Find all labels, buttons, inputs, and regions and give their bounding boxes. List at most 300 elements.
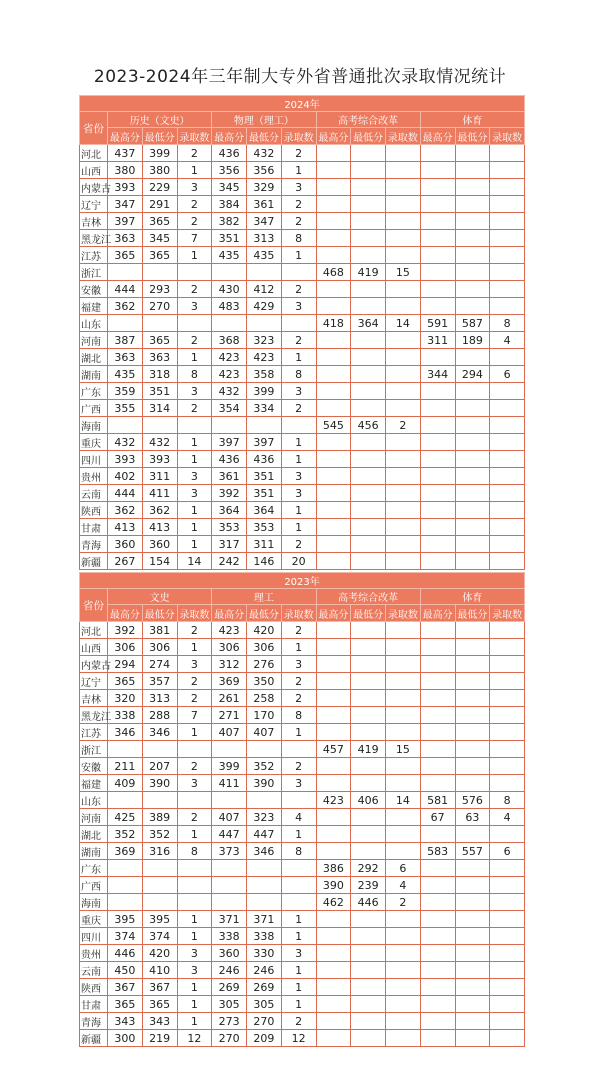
- value-cell: [420, 281, 455, 298]
- province-cell: 安徽: [80, 758, 108, 775]
- value-cell: [316, 553, 351, 570]
- value-cell: 1: [281, 979, 316, 996]
- value-cell: [455, 894, 490, 911]
- value-cell: [490, 707, 525, 724]
- value-cell: 4: [490, 809, 525, 826]
- value-cell: 334: [247, 400, 282, 417]
- value-cell: 3: [281, 945, 316, 962]
- value-cell: [455, 264, 490, 281]
- value-cell: 347: [108, 196, 143, 213]
- table-row: [80, 945, 525, 962]
- value-cell: 365: [108, 247, 143, 264]
- group-header: 历史（文史）: [108, 112, 212, 128]
- value-cell: 358: [247, 366, 282, 383]
- value-cell: [490, 383, 525, 400]
- value-cell: 3: [177, 962, 212, 979]
- province-cell: 四川: [80, 928, 108, 945]
- value-cell: [108, 315, 143, 332]
- value-cell: [420, 485, 455, 502]
- value-cell: 2: [281, 1013, 316, 1030]
- sub-header: 录取数: [490, 128, 525, 145]
- value-cell: [455, 996, 490, 1013]
- value-cell: 393: [142, 451, 177, 468]
- value-cell: [316, 213, 351, 230]
- table-row: [80, 656, 525, 673]
- value-cell: 3: [177, 945, 212, 962]
- value-cell: [212, 860, 247, 877]
- table-row: [80, 281, 525, 298]
- value-cell: 437: [108, 145, 143, 162]
- value-cell: [386, 247, 421, 264]
- value-cell: 419: [351, 741, 386, 758]
- value-cell: [490, 639, 525, 656]
- value-cell: 413: [108, 519, 143, 536]
- value-cell: 239: [351, 877, 386, 894]
- value-cell: 6: [490, 843, 525, 860]
- value-cell: [420, 996, 455, 1013]
- value-cell: 271: [212, 707, 247, 724]
- value-cell: [316, 758, 351, 775]
- value-cell: 468: [316, 264, 351, 281]
- value-cell: [420, 962, 455, 979]
- value-cell: 1: [281, 451, 316, 468]
- value-cell: 207: [142, 758, 177, 775]
- value-cell: 420: [247, 622, 282, 639]
- province-cell: 湖北: [80, 826, 108, 843]
- table-row: [80, 553, 525, 570]
- value-cell: [386, 945, 421, 962]
- value-cell: [420, 1013, 455, 1030]
- value-cell: 386: [316, 860, 351, 877]
- value-cell: [490, 434, 525, 451]
- value-cell: [212, 417, 247, 434]
- value-cell: [455, 502, 490, 519]
- value-cell: [420, 434, 455, 451]
- value-cell: 3: [281, 298, 316, 315]
- value-cell: 229: [142, 179, 177, 196]
- value-cell: [386, 911, 421, 928]
- value-cell: [420, 179, 455, 196]
- value-cell: [490, 622, 525, 639]
- value-cell: [455, 468, 490, 485]
- value-cell: 384: [212, 196, 247, 213]
- value-cell: 8: [177, 843, 212, 860]
- value-cell: [212, 894, 247, 911]
- value-cell: 393: [108, 179, 143, 196]
- province-cell: 河北: [80, 622, 108, 639]
- value-cell: [316, 519, 351, 536]
- group-header: 高考综合改革: [316, 589, 420, 605]
- value-cell: [351, 843, 386, 860]
- value-cell: [420, 656, 455, 673]
- value-cell: 410: [142, 962, 177, 979]
- value-cell: 8: [281, 366, 316, 383]
- group-header: 理工: [212, 589, 316, 605]
- value-cell: [420, 877, 455, 894]
- value-cell: 446: [351, 894, 386, 911]
- page-title: 2023-2024年三年制大专外省普通批次录取情况统计: [93, 67, 507, 87]
- sub-header: 最高分: [108, 605, 143, 622]
- sub-header: 最低分: [455, 128, 490, 145]
- value-cell: 291: [142, 196, 177, 213]
- value-cell: 352: [247, 758, 282, 775]
- value-cell: [316, 196, 351, 213]
- table-row: [80, 502, 525, 519]
- value-cell: [316, 145, 351, 162]
- value-cell: 587: [455, 315, 490, 332]
- value-cell: 374: [108, 928, 143, 945]
- value-cell: [490, 775, 525, 792]
- value-cell: [386, 673, 421, 690]
- value-cell: 392: [212, 485, 247, 502]
- value-cell: [316, 162, 351, 179]
- province-cell: 湖北: [80, 349, 108, 366]
- value-cell: 1: [281, 911, 316, 928]
- value-cell: 344: [420, 366, 455, 383]
- province-cell: 四川: [80, 451, 108, 468]
- value-cell: 2: [281, 690, 316, 707]
- value-cell: [455, 281, 490, 298]
- value-cell: 423: [212, 349, 247, 366]
- value-cell: 2: [177, 690, 212, 707]
- value-cell: [490, 724, 525, 741]
- province-cell: 陕西: [80, 979, 108, 996]
- value-cell: 2: [177, 213, 212, 230]
- value-cell: 435: [108, 366, 143, 383]
- value-cell: 329: [247, 179, 282, 196]
- value-cell: 364: [247, 502, 282, 519]
- value-cell: [420, 213, 455, 230]
- value-cell: [455, 298, 490, 315]
- value-cell: 15: [386, 741, 421, 758]
- table-row: [80, 264, 525, 281]
- value-cell: [177, 860, 212, 877]
- value-cell: 432: [108, 434, 143, 451]
- value-cell: 306: [142, 639, 177, 656]
- value-cell: [316, 673, 351, 690]
- value-cell: [455, 179, 490, 196]
- value-cell: 380: [142, 162, 177, 179]
- value-cell: [490, 877, 525, 894]
- value-cell: [420, 928, 455, 945]
- value-cell: 1: [281, 162, 316, 179]
- province-cell: 广西: [80, 877, 108, 894]
- table-row: [80, 247, 525, 264]
- province-cell: 云南: [80, 485, 108, 502]
- table-row: [80, 349, 525, 366]
- value-cell: [177, 741, 212, 758]
- value-cell: [351, 519, 386, 536]
- province-cell: 云南: [80, 962, 108, 979]
- value-cell: [247, 264, 282, 281]
- value-cell: [490, 230, 525, 247]
- value-cell: [455, 434, 490, 451]
- value-cell: [351, 945, 386, 962]
- value-cell: [177, 792, 212, 809]
- table-row: [80, 877, 525, 894]
- value-cell: [490, 502, 525, 519]
- value-cell: [420, 741, 455, 758]
- value-cell: 389: [142, 809, 177, 826]
- value-cell: 2: [177, 400, 212, 417]
- value-cell: 411: [212, 775, 247, 792]
- value-cell: [386, 1030, 421, 1047]
- value-cell: [455, 928, 490, 945]
- value-cell: [386, 451, 421, 468]
- value-cell: 407: [212, 809, 247, 826]
- value-cell: 382: [212, 213, 247, 230]
- sub-header: 最高分: [212, 605, 247, 622]
- value-cell: [316, 724, 351, 741]
- province-cell: 青海: [80, 536, 108, 553]
- value-cell: 246: [212, 962, 247, 979]
- value-cell: [490, 179, 525, 196]
- table-row: [80, 775, 525, 792]
- value-cell: 292: [351, 860, 386, 877]
- value-cell: [386, 162, 421, 179]
- value-cell: [351, 673, 386, 690]
- value-cell: 373: [212, 843, 247, 860]
- value-cell: 435: [247, 247, 282, 264]
- sub-header: 录取数: [281, 128, 316, 145]
- value-cell: 387: [108, 332, 143, 349]
- value-cell: [316, 928, 351, 945]
- value-cell: 357: [142, 673, 177, 690]
- value-cell: [420, 502, 455, 519]
- table-row: [80, 230, 525, 247]
- value-cell: [316, 366, 351, 383]
- value-cell: [386, 656, 421, 673]
- value-cell: [386, 332, 421, 349]
- value-cell: [351, 213, 386, 230]
- sub-header: 最高分: [420, 128, 455, 145]
- value-cell: 2: [177, 281, 212, 298]
- value-cell: [490, 1030, 525, 1047]
- value-cell: 2: [386, 417, 421, 434]
- value-cell: 242: [212, 553, 247, 570]
- value-cell: 371: [212, 911, 247, 928]
- value-cell: 1: [177, 434, 212, 451]
- value-cell: 274: [142, 656, 177, 673]
- value-cell: [142, 860, 177, 877]
- table-row: [80, 758, 525, 775]
- province-cell: 吉林: [80, 213, 108, 230]
- value-cell: [316, 434, 351, 451]
- value-cell: [420, 979, 455, 996]
- value-cell: [247, 792, 282, 809]
- value-cell: [351, 179, 386, 196]
- value-cell: 557: [455, 843, 490, 860]
- value-cell: [177, 315, 212, 332]
- value-cell: 312: [212, 656, 247, 673]
- value-cell: 345: [142, 230, 177, 247]
- value-cell: [455, 247, 490, 264]
- value-cell: 311: [420, 332, 455, 349]
- value-cell: [420, 911, 455, 928]
- value-cell: [316, 945, 351, 962]
- province-cell: 浙江: [80, 264, 108, 281]
- value-cell: [316, 179, 351, 196]
- value-cell: [351, 468, 386, 485]
- value-cell: [316, 962, 351, 979]
- value-cell: [386, 145, 421, 162]
- value-cell: [386, 758, 421, 775]
- value-cell: [386, 639, 421, 656]
- value-cell: [420, 162, 455, 179]
- sub-header: 录取数: [490, 605, 525, 622]
- value-cell: 269: [212, 979, 247, 996]
- value-cell: [490, 894, 525, 911]
- value-cell: [490, 962, 525, 979]
- value-cell: [420, 894, 455, 911]
- value-cell: 352: [108, 826, 143, 843]
- value-cell: 390: [247, 775, 282, 792]
- value-cell: 399: [142, 145, 177, 162]
- value-cell: 209: [247, 1030, 282, 1047]
- value-cell: 447: [247, 826, 282, 843]
- value-cell: [490, 145, 525, 162]
- group-header: 体育: [420, 589, 524, 605]
- value-cell: 4: [490, 332, 525, 349]
- value-cell: 365: [142, 213, 177, 230]
- value-cell: [455, 451, 490, 468]
- value-cell: [455, 690, 490, 707]
- value-cell: 1: [281, 434, 316, 451]
- value-cell: [316, 230, 351, 247]
- value-cell: 2: [386, 894, 421, 911]
- admission-table-2024: [79, 95, 525, 570]
- value-cell: [316, 707, 351, 724]
- value-cell: 583: [420, 843, 455, 860]
- value-cell: [386, 485, 421, 502]
- value-cell: 356: [247, 162, 282, 179]
- value-cell: [455, 485, 490, 502]
- value-cell: 429: [247, 298, 282, 315]
- value-cell: 7: [177, 707, 212, 724]
- value-cell: 420: [142, 945, 177, 962]
- value-cell: 294: [108, 656, 143, 673]
- value-cell: [386, 809, 421, 826]
- value-cell: [420, 724, 455, 741]
- value-cell: 338: [247, 928, 282, 945]
- value-cell: 350: [247, 673, 282, 690]
- value-cell: [212, 792, 247, 809]
- table-row: [80, 485, 525, 502]
- table-row: [80, 536, 525, 553]
- table-row: [80, 724, 525, 741]
- table-row: [80, 843, 525, 860]
- value-cell: 359: [108, 383, 143, 400]
- value-cell: 399: [247, 383, 282, 400]
- sub-header: 录取数: [386, 128, 421, 145]
- value-cell: [386, 962, 421, 979]
- value-cell: 8: [281, 707, 316, 724]
- value-cell: [455, 639, 490, 656]
- value-cell: [386, 996, 421, 1013]
- value-cell: 2: [177, 673, 212, 690]
- province-header: 省份: [80, 589, 108, 622]
- value-cell: [455, 741, 490, 758]
- value-cell: [351, 536, 386, 553]
- value-cell: 354: [212, 400, 247, 417]
- value-cell: 3: [177, 485, 212, 502]
- value-cell: [316, 775, 351, 792]
- value-cell: [316, 247, 351, 264]
- value-cell: [420, 775, 455, 792]
- value-cell: [316, 809, 351, 826]
- table-row: [80, 809, 525, 826]
- value-cell: 14: [386, 315, 421, 332]
- value-cell: [490, 519, 525, 536]
- value-cell: 365: [142, 247, 177, 264]
- value-cell: [351, 383, 386, 400]
- value-cell: [142, 264, 177, 281]
- value-cell: [247, 860, 282, 877]
- value-cell: 361: [212, 468, 247, 485]
- value-cell: [316, 536, 351, 553]
- value-cell: [386, 928, 421, 945]
- value-cell: [455, 536, 490, 553]
- value-cell: [490, 911, 525, 928]
- value-cell: 1: [177, 451, 212, 468]
- value-cell: [142, 315, 177, 332]
- value-cell: 346: [108, 724, 143, 741]
- value-cell: [420, 417, 455, 434]
- value-cell: 393: [108, 451, 143, 468]
- value-cell: [247, 894, 282, 911]
- group-header: 物理（理工）: [212, 112, 316, 128]
- value-cell: 3: [281, 468, 316, 485]
- value-cell: 2: [177, 196, 212, 213]
- value-cell: 2: [281, 758, 316, 775]
- value-cell: 1: [281, 639, 316, 656]
- value-cell: [386, 775, 421, 792]
- value-cell: [316, 349, 351, 366]
- value-cell: [351, 809, 386, 826]
- value-cell: [386, 213, 421, 230]
- value-cell: 313: [247, 230, 282, 247]
- value-cell: 356: [212, 162, 247, 179]
- value-cell: 313: [142, 690, 177, 707]
- value-cell: [281, 877, 316, 894]
- value-cell: 2: [281, 145, 316, 162]
- year-header: 2023年: [80, 573, 525, 589]
- sub-header: 最低分: [247, 605, 282, 622]
- value-cell: [108, 877, 143, 894]
- table-row: [80, 179, 525, 196]
- value-cell: [316, 1030, 351, 1047]
- value-cell: [351, 162, 386, 179]
- province-cell: 山东: [80, 792, 108, 809]
- value-cell: [386, 298, 421, 315]
- province-cell: 青海: [80, 1013, 108, 1030]
- value-cell: [455, 230, 490, 247]
- value-cell: 14: [386, 792, 421, 809]
- value-cell: [351, 656, 386, 673]
- value-cell: [386, 622, 421, 639]
- value-cell: [455, 860, 490, 877]
- table-row: [80, 417, 525, 434]
- value-cell: [351, 775, 386, 792]
- value-cell: [455, 349, 490, 366]
- value-cell: 435: [212, 247, 247, 264]
- year-header: 2024年: [80, 96, 525, 112]
- value-cell: 346: [142, 724, 177, 741]
- value-cell: [386, 434, 421, 451]
- value-cell: [316, 639, 351, 656]
- province-cell: 河南: [80, 332, 108, 349]
- value-cell: 314: [142, 400, 177, 417]
